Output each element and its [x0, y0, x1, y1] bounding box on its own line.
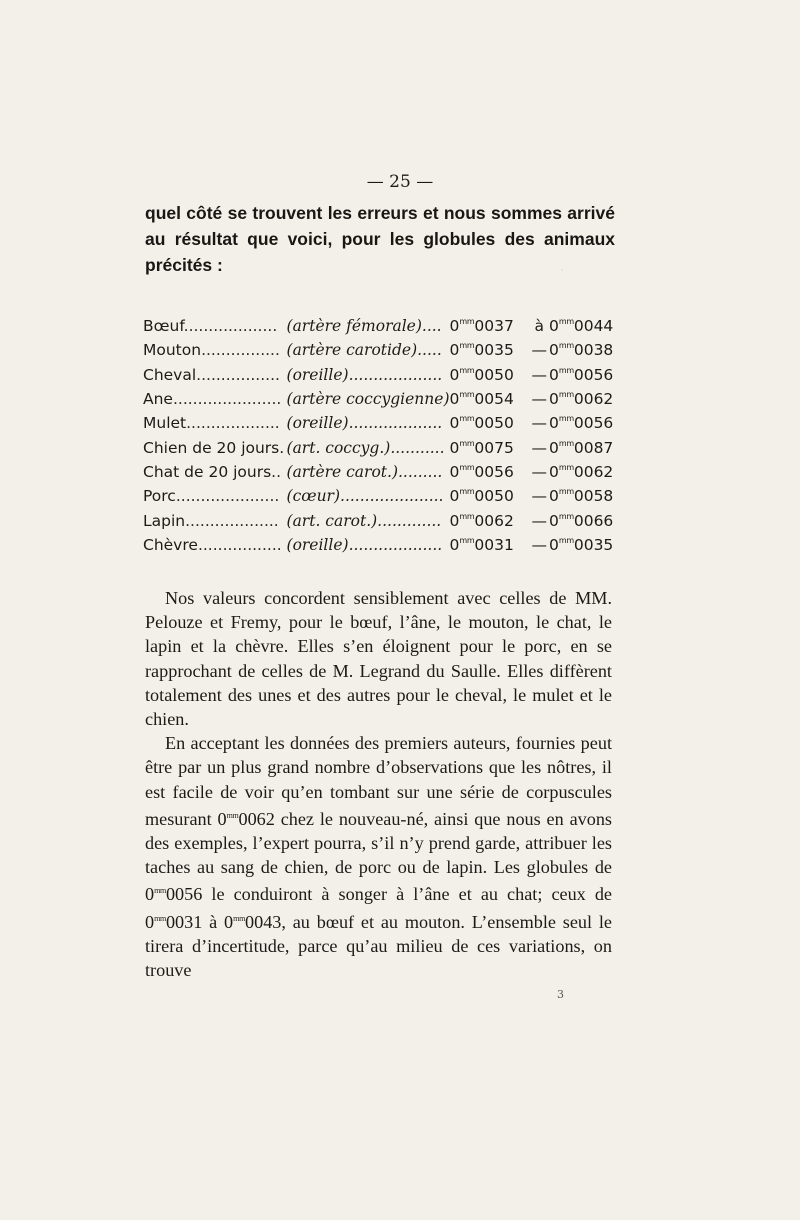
signature-mark: 3: [557, 988, 564, 1001]
dot-leader: .............: [377, 511, 442, 530]
dot-leader: .: [276, 462, 282, 481]
vessel-name: (oreille): [286, 535, 349, 554]
min-value-cell: [450, 484, 530, 508]
dot-leader: .....................: [340, 487, 444, 506]
min-value: 0031: [474, 535, 514, 554]
vessel-cell: [287, 484, 450, 508]
unit-prefix: 0: [449, 390, 460, 409]
range-separator: à: [534, 317, 544, 336]
dot-leader: ...........: [390, 438, 445, 457]
dot-leader: ...................: [348, 365, 443, 384]
dot-leader: ...................: [186, 414, 280, 433]
range-separator: —: [531, 535, 547, 554]
min-value-cell: [450, 314, 530, 338]
animal-name: Cheval: [143, 365, 197, 384]
unit-superscript: mm: [154, 913, 166, 923]
table-row: [143, 411, 618, 435]
table-row: [143, 387, 618, 411]
unit-prefix: 0: [449, 487, 460, 506]
dot-leader: ...................: [183, 317, 278, 336]
unit-prefix: 0: [449, 535, 460, 554]
max-value: 0062: [573, 462, 614, 481]
unit-prefix: 0: [548, 317, 559, 336]
animal-name: Chèvre: [143, 535, 198, 554]
max-value-cell: [549, 363, 618, 387]
unit-superscript: mm: [459, 511, 475, 521]
unit-prefix: 0: [548, 462, 559, 481]
animal-name: Bœuf: [143, 317, 184, 336]
unit-superscript: mm: [558, 511, 574, 521]
animal-name: Mulet: [143, 414, 187, 433]
unit-superscript: mm: [558, 487, 574, 497]
vessel-cell: [287, 411, 450, 435]
intro-paragraph: quel côté se trouvent les erreurs et nous sommes arrivé au résultat que voici, pour les globules des animaux précités :: [145, 203, 615, 275]
unit-superscript: mm: [459, 462, 475, 472]
animal-cell: [143, 460, 287, 484]
unit-superscript: mm: [558, 414, 574, 424]
min-value: 0037: [474, 317, 514, 336]
vessel-cell: [287, 338, 450, 362]
vessel-name: (cœur): [286, 487, 341, 506]
measure-value: 0062: [238, 808, 275, 829]
vessel-name: (artère carotide): [286, 341, 418, 360]
animal-cell: [143, 411, 287, 435]
max-value-cell: [549, 508, 618, 532]
paragraph-text: , au bœuf et au mouton. L’ensemble seul le tirera d’incertitude, parce qu’au milieu de ces variations, on trouve: [145, 911, 613, 981]
min-value: 0050: [474, 414, 514, 433]
unit-superscript: mm: [558, 438, 574, 448]
max-value: 0056: [573, 365, 614, 384]
unit-superscript: mm: [459, 535, 475, 545]
unit-superscript: mm: [558, 365, 574, 375]
unit-superscript: mm: [233, 913, 245, 923]
max-value-cell: [549, 411, 618, 435]
range-separator: —: [531, 487, 547, 506]
unit-prefix: 0: [449, 317, 460, 336]
max-value-cell: [549, 484, 618, 508]
dot-leader: .........: [398, 462, 443, 481]
max-value-cell: [549, 338, 618, 362]
unit-prefix: 0: [548, 511, 559, 530]
animal-name: Chat de 20 jours.: [143, 462, 277, 481]
paragraph-expert-advice: [145, 731, 612, 982]
table-row: [143, 460, 618, 484]
vessel-cell: [287, 508, 450, 532]
unit-prefix: 0: [548, 414, 559, 433]
unit-prefix: 0: [449, 511, 460, 530]
measure-value: 0043: [245, 911, 282, 932]
unit-prefix: 0: [548, 487, 559, 506]
dot-leader: .................: [196, 365, 280, 384]
dot-leader: ...................: [185, 511, 279, 530]
dot-leader: ......................: [172, 390, 282, 409]
measure-value: 0056: [165, 884, 203, 905]
vessel-name: (oreille): [286, 365, 349, 384]
table-row: [143, 533, 618, 557]
paragraph-text: En acceptant les données des premiers auteurs, fournies peut être par un plus grand nombre d’observations que les nôtres, il est facile de voir qu’en tombant sur une série de corpuscules mesurant 0: [145, 733, 612, 829]
min-value-cell: [450, 533, 530, 557]
range-separator: —: [531, 341, 547, 360]
unit-superscript: mm: [459, 365, 475, 375]
unit-superscript: mm: [558, 535, 574, 545]
vessel-name: (oreille): [286, 414, 349, 433]
unit-superscript: mm: [459, 341, 475, 351]
max-value-cell: [549, 460, 618, 484]
max-value: 0066: [573, 511, 614, 530]
animal-name: Chien de 20 jours.: [143, 438, 285, 457]
min-value-cell: [450, 460, 530, 484]
range-separator: —: [531, 365, 547, 384]
range-separator: —: [531, 390, 547, 409]
range-separator: —: [531, 511, 547, 530]
min-value-cell: [450, 435, 530, 459]
animal-cell: [143, 508, 287, 532]
animal-cell: [143, 533, 287, 557]
unit-prefix: 0: [548, 438, 559, 457]
unit-prefix: 0: [548, 341, 559, 360]
max-value: 0087: [573, 438, 614, 457]
vessel-cell: [287, 314, 450, 338]
min-value: 0054: [474, 390, 514, 409]
dot-leader: .....: [417, 341, 442, 360]
range-separator: —: [531, 414, 547, 433]
max-value-cell: [549, 387, 618, 411]
max-value-cell: [549, 435, 618, 459]
vessel-cell: [287, 460, 450, 484]
dot-leader: ................: [201, 341, 280, 360]
unit-prefix: 0: [449, 365, 460, 384]
min-value-cell: [450, 508, 530, 532]
dot-leader: ...................: [348, 414, 443, 433]
show-through-text: .: [560, 258, 564, 275]
table-row: [143, 338, 618, 362]
unit-prefix: 0: [449, 462, 460, 481]
unit-superscript: mm: [558, 317, 574, 327]
vessel-cell: [287, 387, 450, 411]
paragraph-text: à 0: [202, 911, 234, 932]
min-value: 0056: [474, 462, 514, 481]
unit-prefix: 0: [548, 390, 559, 409]
max-value: 0038: [573, 341, 614, 360]
unit-superscript: mm: [558, 341, 574, 351]
min-value: 0050: [474, 487, 514, 506]
paragraph-text: chez le nouveau-né, ainsi que nous en avons des exemples, l’expert pourra, s’il n’y prend garde, attribuer les taches au sang de chien, de porc ou de lapin. Les globules de 0: [145, 808, 612, 905]
unit-prefix: 0: [449, 438, 460, 457]
unit-prefix: 0: [548, 365, 559, 384]
unit-superscript: mm: [558, 462, 574, 472]
unit-superscript: mm: [459, 390, 475, 400]
animal-cell: [143, 435, 287, 459]
vessel-name: (art. carot.): [286, 511, 378, 530]
table-row: [143, 484, 618, 508]
unit-superscript: mm: [558, 390, 574, 400]
min-value: 0062: [474, 511, 514, 530]
animal-cell: [143, 387, 287, 411]
max-value-cell: [549, 314, 618, 338]
max-value: 0062: [573, 390, 614, 409]
table-row: [143, 508, 618, 532]
animal-cell: [143, 484, 287, 508]
min-value: 0050: [474, 365, 514, 384]
unit-superscript: mm: [226, 810, 239, 820]
page-number: — 25 —: [366, 172, 434, 192]
animal-cell: [143, 314, 287, 338]
table-row: [143, 314, 618, 338]
dot-leader: .................: [197, 535, 282, 554]
dot-leader: .....................: [175, 487, 280, 506]
vessel-cell: [287, 533, 450, 557]
measure-value: 0031: [165, 911, 203, 932]
min-value: 0035: [474, 341, 514, 360]
max-value: 0056: [573, 414, 614, 433]
dot-leader: ...................: [348, 535, 443, 554]
vessel-name: (artère fémorale): [286, 317, 422, 336]
unit-superscript: mm: [459, 487, 475, 497]
unit-superscript: mm: [154, 886, 166, 896]
table-row: [143, 363, 618, 387]
unit-prefix: 0: [548, 535, 559, 554]
animal-name: Ane: [143, 390, 173, 409]
min-value-cell: [450, 387, 530, 411]
vessel-name: (art. coccyg.): [286, 438, 391, 457]
range-separator: —: [531, 462, 547, 481]
animal-name: Lapin: [143, 511, 186, 530]
vessel-name: (artère coccygienne): [286, 390, 450, 409]
min-value: 0075: [474, 438, 514, 457]
vessel-name: (artère carot.): [286, 462, 398, 481]
vessel-cell: [287, 435, 450, 459]
globule-size-table: [143, 314, 618, 557]
paragraph-text: le conduiront à songer à l’âne et au chat; ceux de 0: [145, 884, 612, 932]
animal-name: Mouton: [143, 341, 202, 360]
max-value-cell: [549, 533, 618, 557]
animal-cell: [143, 363, 287, 387]
unit-superscript: mm: [459, 414, 475, 424]
unit-prefix: 0: [449, 414, 460, 433]
body-text: [145, 586, 612, 982]
max-value: 0035: [573, 535, 614, 554]
unit-superscript: mm: [459, 438, 475, 448]
unit-prefix: 0: [449, 341, 460, 360]
table-row: [143, 435, 618, 459]
max-value: 0044: [573, 317, 614, 336]
animal-name: Porc: [143, 487, 176, 506]
paragraph-comparison: Nos valeurs concordent sensiblement avec celles de MM. Pelouze et Fremy, pour le bœuf, l’âne, le mouton, le chat, le lapin et la chèvre. Elles s’en éloignent pour le porc, en se rapprochant de celles de M. Legrand du Saulle. Elles diffèrent totalement des unes et des autres pour le cheval, le mulet et le chien.: [145, 588, 612, 730]
min-value-cell: [450, 338, 530, 362]
min-value-cell: [450, 411, 530, 435]
range-separator: —: [531, 438, 547, 457]
max-value: 0058: [573, 487, 614, 506]
unit-superscript: mm: [459, 317, 475, 327]
vessel-cell: [287, 363, 450, 387]
min-value-cell: [450, 363, 530, 387]
dot-leader: ....: [421, 317, 442, 336]
animal-cell: [143, 338, 287, 362]
